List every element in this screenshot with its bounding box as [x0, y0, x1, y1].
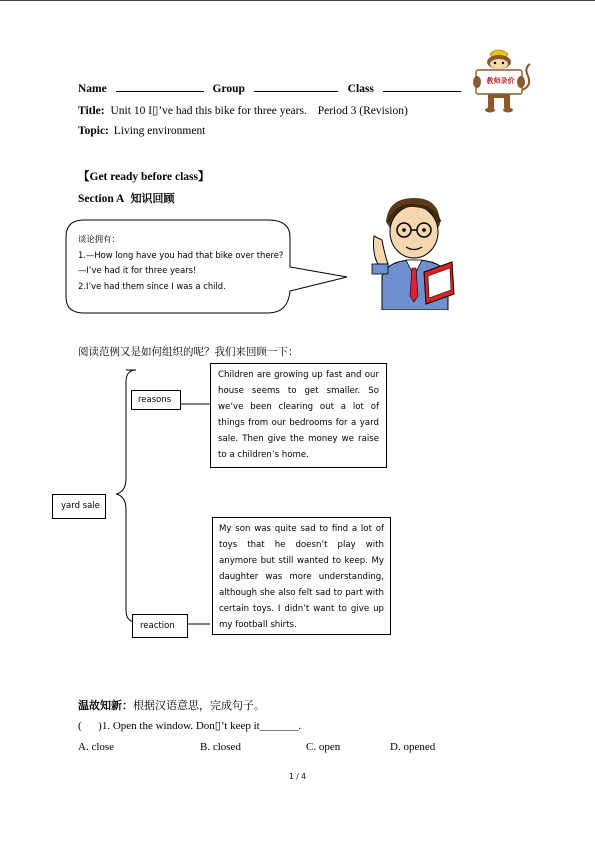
reaction-text: My son was quite sad to find a lot of toys that he doesn’t play with anymore but still wanted to keep. My daughter was more understanding, although she also felt sad to part with certain toys. I didn’t want to give up my football shirts.	[219, 524, 384, 630]
top-border	[0, 0, 595, 1]
section-header: 【Get ready before class】	[78, 171, 210, 183]
reasons-text-box	[210, 363, 387, 468]
reasons-node	[131, 390, 181, 410]
title-line	[78, 103, 408, 117]
teacher-illustration	[368, 192, 460, 310]
name-field[interactable]	[116, 81, 204, 92]
topic-line	[78, 125, 205, 137]
group-label: Group	[212, 83, 245, 95]
topic-text: Living environment	[113, 125, 206, 137]
title-text: Unit 10 I▯’ve had this bike for three years.	[110, 105, 307, 117]
badge-text: 教师录价	[486, 77, 515, 85]
section-a-heading	[78, 190, 175, 206]
reaction-text-box	[212, 517, 391, 635]
question-1: ( )1. Open the window. Don▯’t keep it_______.	[78, 720, 301, 732]
review-label: 温故知新：	[78, 699, 133, 712]
reasons-label: reasons	[138, 395, 172, 405]
yard-sale-label: yard sale	[61, 501, 100, 511]
section-a-title: 知识回顾	[130, 192, 175, 205]
page-number: 1 / 4	[289, 772, 306, 781]
section-a-label: Section A	[78, 193, 124, 205]
topic-label: Topic:	[78, 125, 109, 137]
intro-question: 阅读范例又是如何组织的呢？我们来回顾一下：	[78, 346, 299, 358]
review-heading	[78, 697, 265, 713]
period-text: Period 3 (Revision)	[317, 105, 408, 117]
group-field[interactable]	[254, 81, 338, 92]
option-d[interactable]: D. opened	[390, 741, 436, 753]
option-c[interactable]: C. open	[306, 741, 341, 753]
option-a[interactable]: A. close	[78, 741, 115, 753]
yard-sale-node	[52, 494, 106, 519]
reaction-label: reaction	[140, 621, 175, 631]
header-fields	[78, 81, 461, 95]
name-label: Name	[78, 83, 107, 95]
title-label: Title:	[78, 105, 105, 117]
bubble-line-2: 1.—How long have you had that bike over there?	[78, 249, 284, 260]
bubble-line-3: —I’ve had it for three years!	[78, 265, 197, 276]
bubble-line-1: 谈论拥有：	[78, 234, 120, 244]
speech-bubble	[78, 232, 283, 294]
reasons-text: Children are growing up fast and our house seems to get smaller. So we’ve been clearing out a lot of things from our bedrooms for a yard sale. Then give the money we raise to a children’s home.	[218, 370, 379, 460]
review-instruction: 根据汉语意思，完成句子。	[133, 699, 265, 712]
bubble-line-4: 2.I’ve had them since I was a child.	[78, 280, 226, 291]
reaction-node	[132, 614, 188, 638]
class-field[interactable]	[383, 81, 461, 92]
class-label: Class	[347, 83, 374, 95]
option-b[interactable]: B. closed	[200, 741, 241, 753]
